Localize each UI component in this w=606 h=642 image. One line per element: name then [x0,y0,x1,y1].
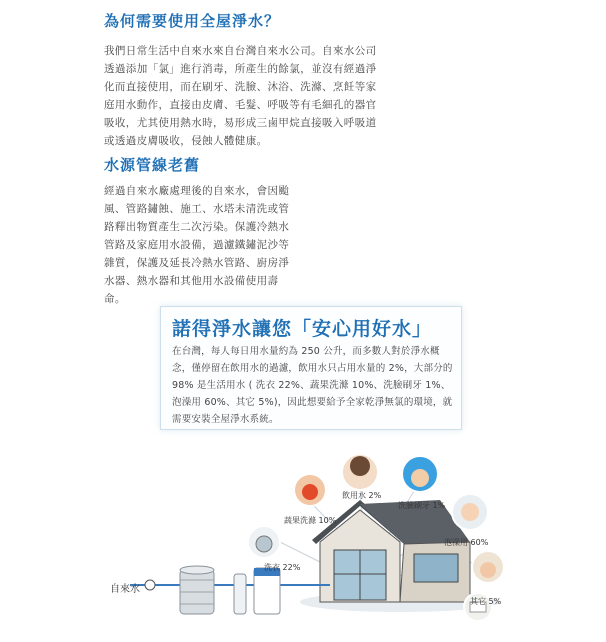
label-bath: 泡澡用 60% [444,538,489,547]
highlight-body: 在台灣，每人每日用水量約為 250 公升，而多數人對於淨水概念，僅停留在飲用水的過濾，飲用水只占用水量的 2%，大部分的 98% 是生活用水 ( 洗衣 22%、蔬果洗滌 10%、洗臉刷牙 1%、泡澡用 60%、其它 5%)，因此想要給予全家乾淨無氯的環境，就需要安裝全屋淨水系統。 [172,346,453,425]
filter-units-icon [234,568,280,614]
label-drinking: 飲用水 2% [342,491,382,500]
water-usage-diagram [0,442,606,642]
label-other: 其它 5% [470,597,502,606]
section-title-pipes: 水源管線老舊 [104,156,201,174]
section-body-pipes: 經過自來水廠處理後的自來水，會因颱風、管路鏽蝕、施工、水塔未清洗或管路釋出物質產生二次污染。保護冷熱水管路及家庭用水設備，過濾鐵鏽泥沙等雜質，保護及延長冷熱水管路、廚房淨水器、熱水器和其他用水設備使用壽命。 [104,185,290,305]
section-body-why: 我們日常生活中自來水來自台灣自來水公司。自來水公司透過添加「氯」進行消毒，所產生的餘氯，並沒有經過淨化而直接使用，而在刷牙、洗臉、沐浴、洗滌、烹飪等家庭用水動作，直接由皮膚、毛髮、呼吸等有毛細孔的器官吸收，尤其使用熱水時，易形成三鹵甲烷直接吸入呼吸道或透過皮膚吸收，侵蝕人體健康。 [104,45,377,147]
source-label: 自來水 [110,584,140,595]
water-tank-icon [180,566,214,614]
label-laundry: 洗衣 22% [264,563,301,572]
highlight-title: 諾得淨水讓您「安心用好水」 [172,318,433,340]
label-veg: 蔬果洗滌 10% [284,516,337,525]
section-title-why: 為何需要使用全屋淨水？ [104,12,281,30]
label-face: 洗臉刷牙 1% [398,501,446,510]
washing-machine-icon [248,526,280,558]
